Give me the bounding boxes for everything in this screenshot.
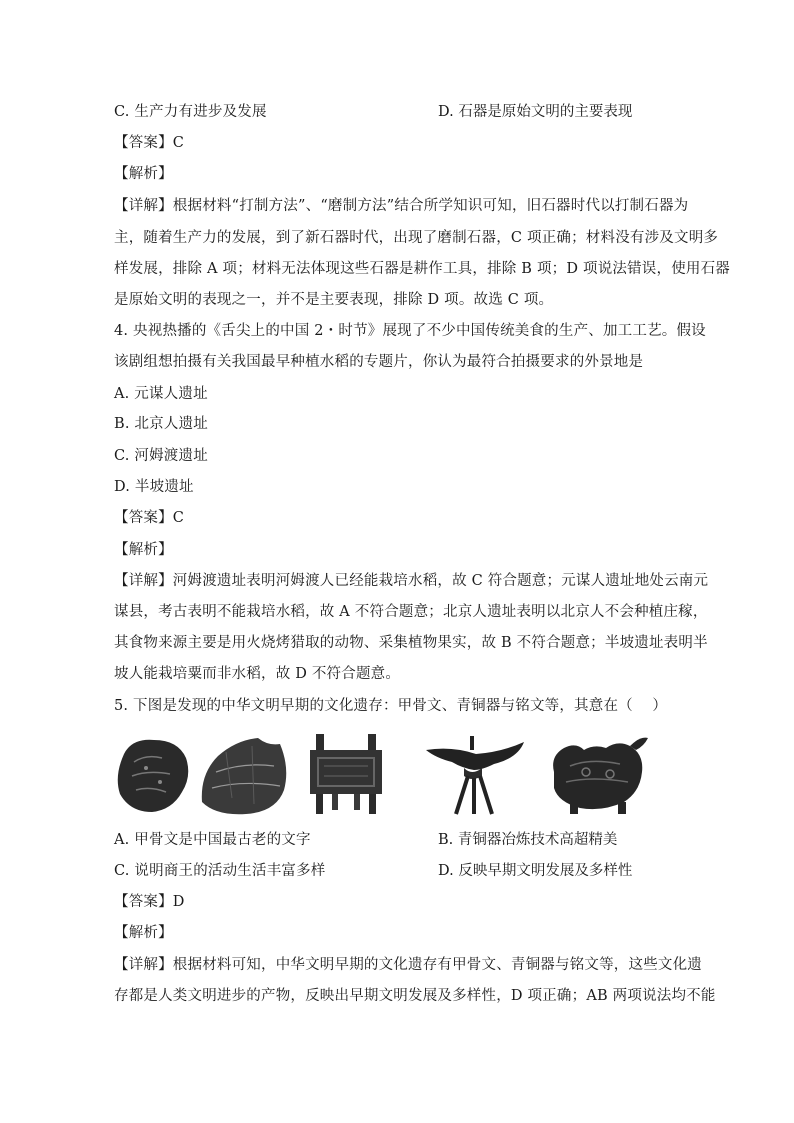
- q3-answer: 【答案】C: [114, 135, 185, 151]
- q4-answer: 【答案】C: [114, 510, 185, 526]
- q4-detail-line-1: 【详解】河姆渡遗址表明河姆渡人已经能栽培水稻，故 C 符合题意；元谋人遗址地处云南元: [114, 573, 709, 589]
- q3-detail-line-1: 【详解】根据材料“打制方法”、“磨制方法”结合所学知识可知，旧石器时代以打制石器为: [114, 198, 689, 214]
- q4-analysis-label: 【解析】: [114, 542, 173, 558]
- oracle-bone-image-1: [112, 732, 192, 816]
- oracle-bone-image-2: [196, 732, 292, 816]
- q4-detail-line-2: 谋县，考古表明不能栽培水稻，故 A 不符合题意；北京人遗址表明以北京人不会种植庄稼，: [114, 604, 708, 620]
- q5-option-a: A. 甲骨文是中国最古老的文字: [114, 832, 311, 848]
- q3-option-d: D. 石器是原始文明的主要表现: [438, 104, 633, 120]
- q5-option-b: B. 青铜器冶炼技术高超精美: [438, 832, 618, 848]
- bronze-ding-image: [306, 732, 386, 816]
- bronze-jue-image: [422, 732, 528, 816]
- artifact-image-row: [112, 732, 687, 816]
- q3-analysis-label: 【解析】: [114, 166, 173, 182]
- q3-detail-line-2: 主，随着生产力的发展，到了新石器时代，出现了磨制石器，C 项正确；材料没有涉及文明多: [114, 230, 719, 246]
- q5-option-d: D. 反映早期文明发展及多样性: [438, 863, 633, 879]
- q3-detail-line-4: 是原始文明的表现之一，并不是主要表现，排除 D 项。故选 C 项。: [114, 292, 554, 308]
- q4-detail-line-4: 坡人能栽培粟而非水稻，故 D 不符合题意。: [114, 666, 401, 682]
- q3-option-c: C. 生产力有进步及发展: [114, 104, 267, 120]
- q4-option-d: D. 半坡遗址: [114, 479, 194, 495]
- q5-analysis-label: 【解析】: [114, 925, 173, 941]
- q4-option-c: C. 河姆渡遗址: [114, 448, 208, 464]
- q4-detail-line-3: 其食物来源主要是用火烧烤猎取的动物、采集植物果实，故 B 不符合题意；半坡遗址表明半: [114, 635, 708, 651]
- q5-detail-line-2: 存都是人类文明进步的产物，反映出早期文明发展及多样性，D 项正确；AB 两项说法均不能: [114, 988, 716, 1004]
- q4-option-a: A. 元谋人遗址: [114, 386, 208, 402]
- q4-option-b: B. 北京人遗址: [114, 416, 208, 432]
- q4-stem-line-1: 4. 央视热播的《舌尖上的中国 2・时节》展现了不少中国传统美食的生产、加工工艺。假设: [114, 323, 706, 339]
- bronze-animal-vessel-image: [540, 732, 656, 816]
- q5-stem: 5. 下图是发现的中华文明早期的文化遗存：甲骨文、青铜器与铭文等，其意在（ ）: [114, 698, 668, 714]
- q5-detail-line-1: 【详解】根据材料可知，中华文明早期的文化遗存有甲骨文、青铜器与铭文等，这些文化遗: [114, 957, 702, 973]
- q3-detail-line-3: 样发展，排除 A 项；材料无法体现这些石器是耕作工具，排除 B 项；D 项说法错误，使用石器: [114, 261, 730, 277]
- q5-answer: 【答案】D: [114, 894, 185, 910]
- q4-stem-line-2: 该剧组想拍摄有关我国最早种植水稻的专题片，你认为最符合拍摄要求的外景地是: [114, 354, 644, 370]
- q5-option-c: C. 说明商王的活动生活丰富多样: [114, 863, 326, 879]
